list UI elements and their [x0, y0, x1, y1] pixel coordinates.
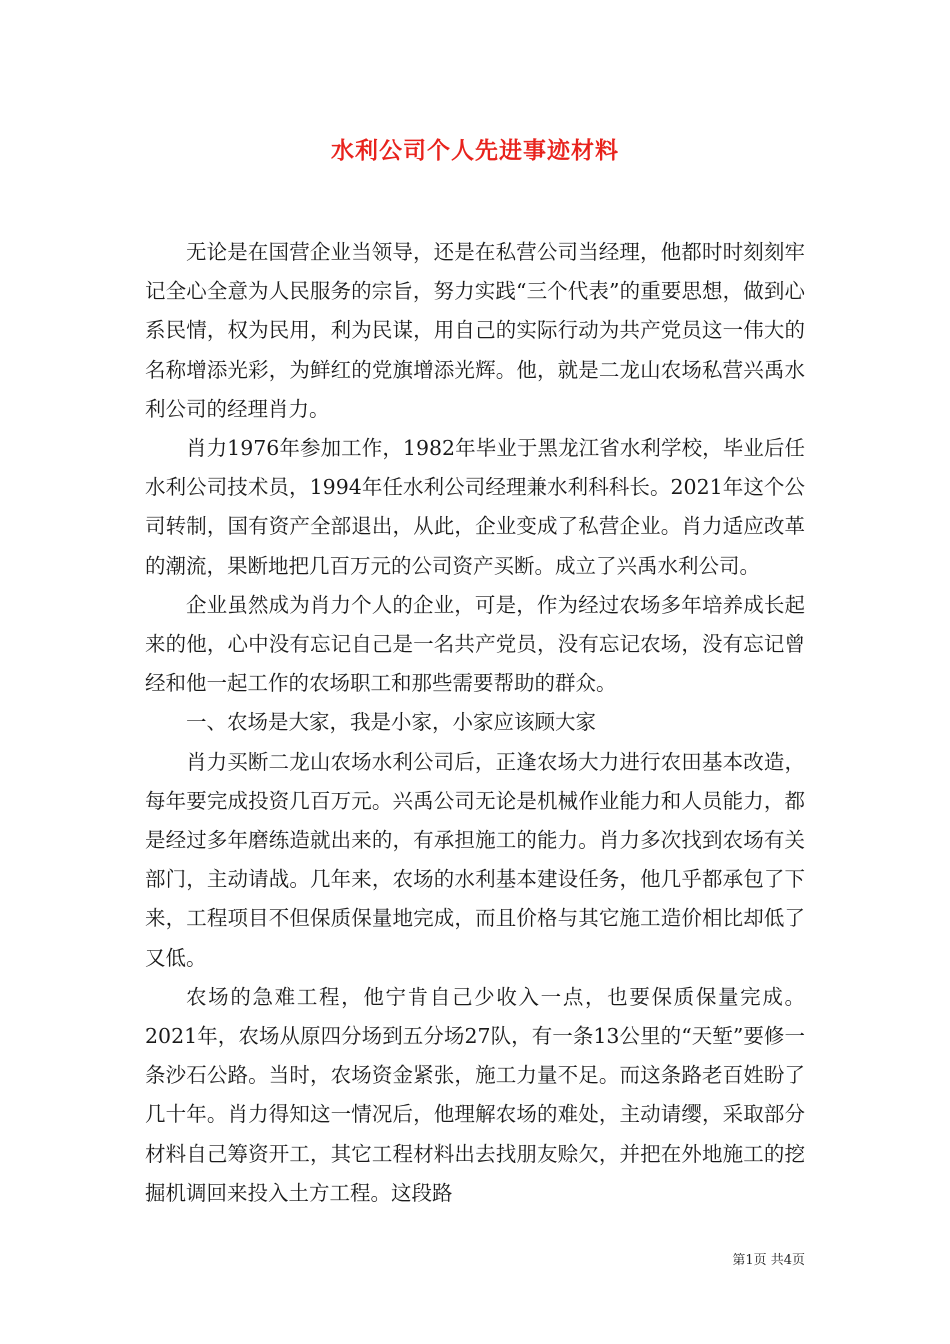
document-title: 水利公司个人先进事迹材料 — [331, 137, 619, 164]
paragraph-5: 农场的急难工程，他宁肯自己少收入一点，也要保质保量完成。2021年，农场从原四分场到五分场27队，有一条13公里的“天堑”要修一条沙石公路。当时，农场资金紧张，施工力量不足。而这条路老百姓盼了几十年。肖力得知这一情况后，他理解农场的难处，主动请缨，采取部分材料自己筹资开工，其它工程材料出去找朋友赊欠，并把在外地施工的挖掘机调回来投入土方工程。这段路 — [145, 984, 805, 1205]
paragraph-1: 无论是在国营企业当领导，还是在私营公司当经理，他都时时刻刻牢记全心全意为人民服务的宗旨，努力实践“三个代表”的重要思想，做到心系民情，权为民用，利为民谋，用自己的实际行动为共产党员这一伟大的名称增添光彩，为鲜红的党旗增添光辉。他，就是二龙山农场私营兴禹水利公司的经理肖力。 — [145, 240, 805, 421]
paragraph-2: 肖力1976年参加工作，1982年毕业于黑龙江省水利学校，毕业后任水利公司技术员，1994年任水利公司经理兼水利科科长。2021年这个公司转制，国有资产全部退出，从此，企业变成了私营企业。肖力适应改革的潮流，果断地把几百万元的公司资产买断。成立了兴禹水利公司。 — [145, 436, 805, 578]
paragraph-4: 肖力买断二龙山农场水利公司后，正逢农场大力进行农田基本改造，每年要完成投资几百万元。兴禹公司无论是机械作业能力和人员能力，都是经过多年磨练造就出来的，有承担施工的能力。肖力多次找到农场有关部门，主动请战。几年来，农场的水利基本建设任务，他几乎都承包了下来，工程项目不但保质保量地完成，而且价格与其它施工造价相比却低了又低。 — [145, 749, 805, 970]
section-heading-1: 一、农场是大家，我是小家，小家应该顾大家 — [186, 710, 596, 735]
document-body — [145, 233, 805, 1213]
page-number-footer: 第1页 共4页 — [732, 1253, 805, 1268]
paragraph-3: 企业虽然成为肖力个人的企业，可是，作为经过农场多年培养成长起来的他，心中没有忘记自己是一名共产党员，没有忘记农场，没有忘记曾经和他一起工作的农场职工和那些需要帮助的群众。 — [145, 592, 805, 696]
